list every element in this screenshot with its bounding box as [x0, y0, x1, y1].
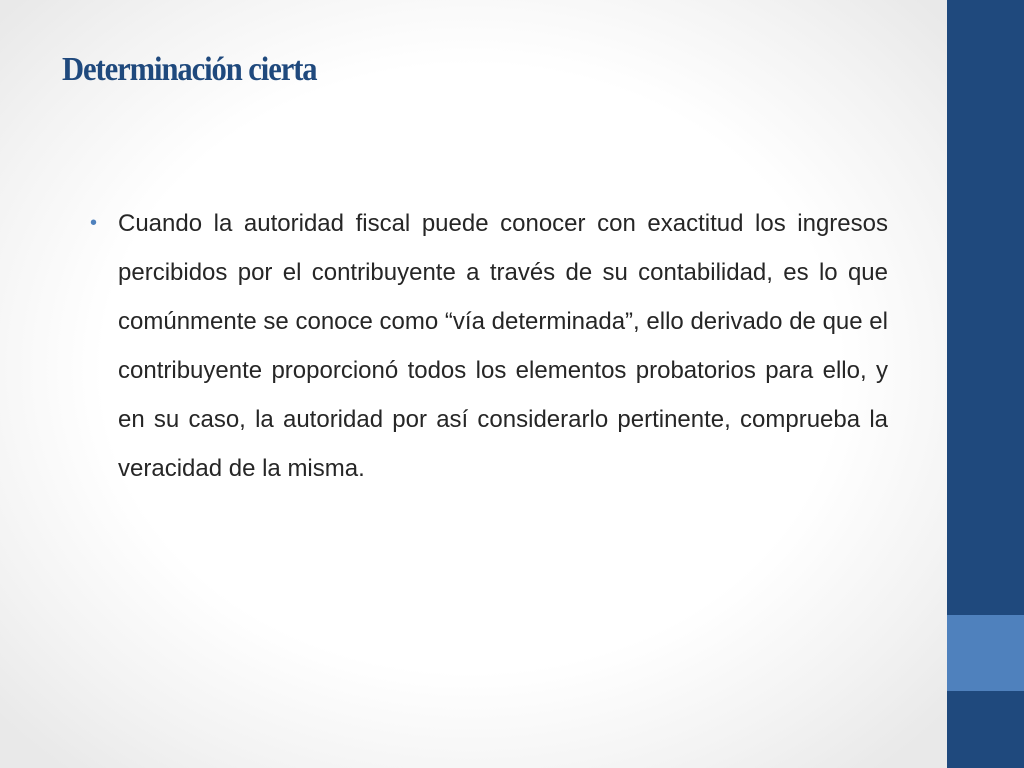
bullet-text: Cuando la autoridad fiscal puede conocer con exactitud los ingresos percibidos por el contribuyente a través de su contabilidad, es lo que comúnmente se conoce como “vía determinada”, ello derivado de que el contribuyente proporcionó todos los elementos probatorios para ello, y en su caso, la autoridad por así considerarlo pertinente, comprueba la veracidad de la misma. — [118, 210, 888, 482]
side-bar-accent-block — [947, 615, 1024, 691]
bullet-marker-icon: • — [90, 212, 98, 234]
slide-title: Determinación cierta — [62, 51, 317, 88]
bullet-item — [90, 199, 888, 493]
side-bar-decoration — [947, 0, 1024, 768]
bullet-list — [90, 199, 888, 493]
